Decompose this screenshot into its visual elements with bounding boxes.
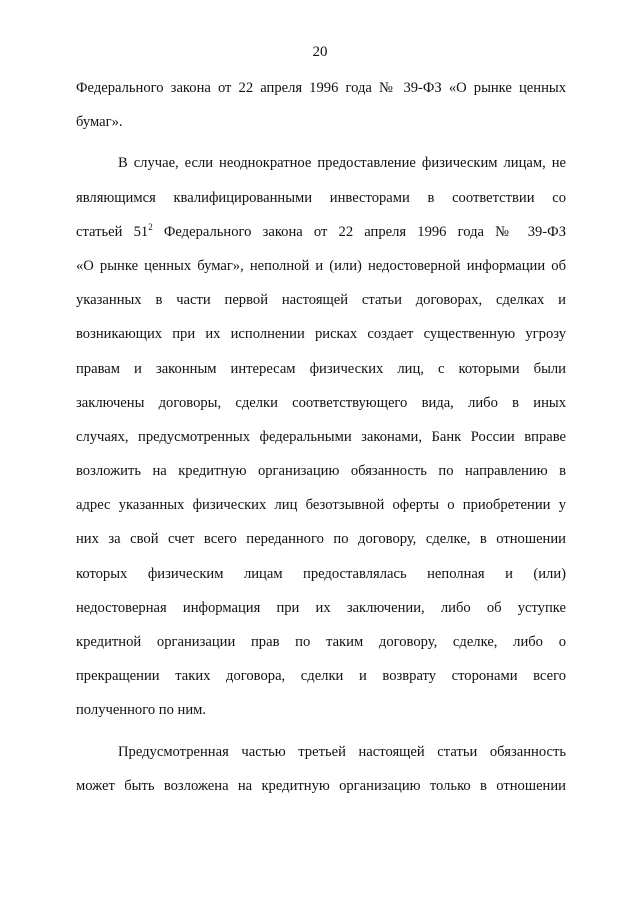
text-line: случаях, предусмотренных федеральными законами, Банк России вправе (76, 428, 566, 445)
document-body (76, 78, 566, 810)
text-line: полученного по ним. (76, 702, 207, 719)
page-number: 20 (312, 44, 328, 60)
paragraph-1 (76, 78, 566, 146)
text-line: правам и законным интересам физических лиц, с которыми были (76, 360, 566, 377)
text-line: адрес указанных физических лиц безотзывной оферты о приобретении у (76, 497, 566, 514)
text-fragment: статьей 51 (76, 223, 149, 240)
paragraph-2 (76, 153, 566, 734)
text-line: заключены договоры, сделки соответствующего вида, либо в иных (76, 394, 566, 411)
text-line: кредитной организации прав по таким договору, сделке, либо о (76, 634, 566, 650)
text-fragment: Федерального закона от 22 апреля 1996 года № 39-ФЗ (152, 223, 567, 240)
text-line: Федерального закона от 22 апреля 1996 года № 39-ФЗ «О рынке ценных (76, 80, 566, 96)
text-line: указанных в части первой настоящей статьи договорах, сделках и (76, 292, 566, 309)
superscript: 2 (148, 221, 153, 232)
text-line: них за свой счет всего переданного по договору, сделке, в отношении (76, 531, 566, 548)
text-line: бумаг». (76, 114, 123, 131)
text-line: возникающих при их исполнении рисках создает существенную угрозу (76, 326, 566, 343)
text-line: Предусмотренная частью третьей настоящей статьи обязанность (118, 743, 566, 760)
text-line: возложить на кредитную организацию обязанность по направлению в (76, 463, 566, 480)
text-line: которых физическим лицам предоставлялась неполная и (или) (76, 565, 566, 582)
text-line: недостоверная информация при их заключении, либо об уступке (76, 599, 566, 616)
text-line-with-superscript (76, 222, 566, 256)
paragraph-3 (76, 742, 566, 810)
text-line: «О рынке ценных бумаг», неполной и (или) недостоверной информации об (76, 257, 566, 274)
text-line: В случае, если неоднократное предоставление физическим лицам, не (118, 155, 566, 172)
text-line: может быть возложена на кредитную организацию только в отношении (76, 777, 566, 794)
text-line: прекращении таких договора, сделки и возврату сторонами всего (76, 668, 566, 685)
text-line: являющимся квалифицированными инвесторами в соответствии со (76, 189, 566, 206)
